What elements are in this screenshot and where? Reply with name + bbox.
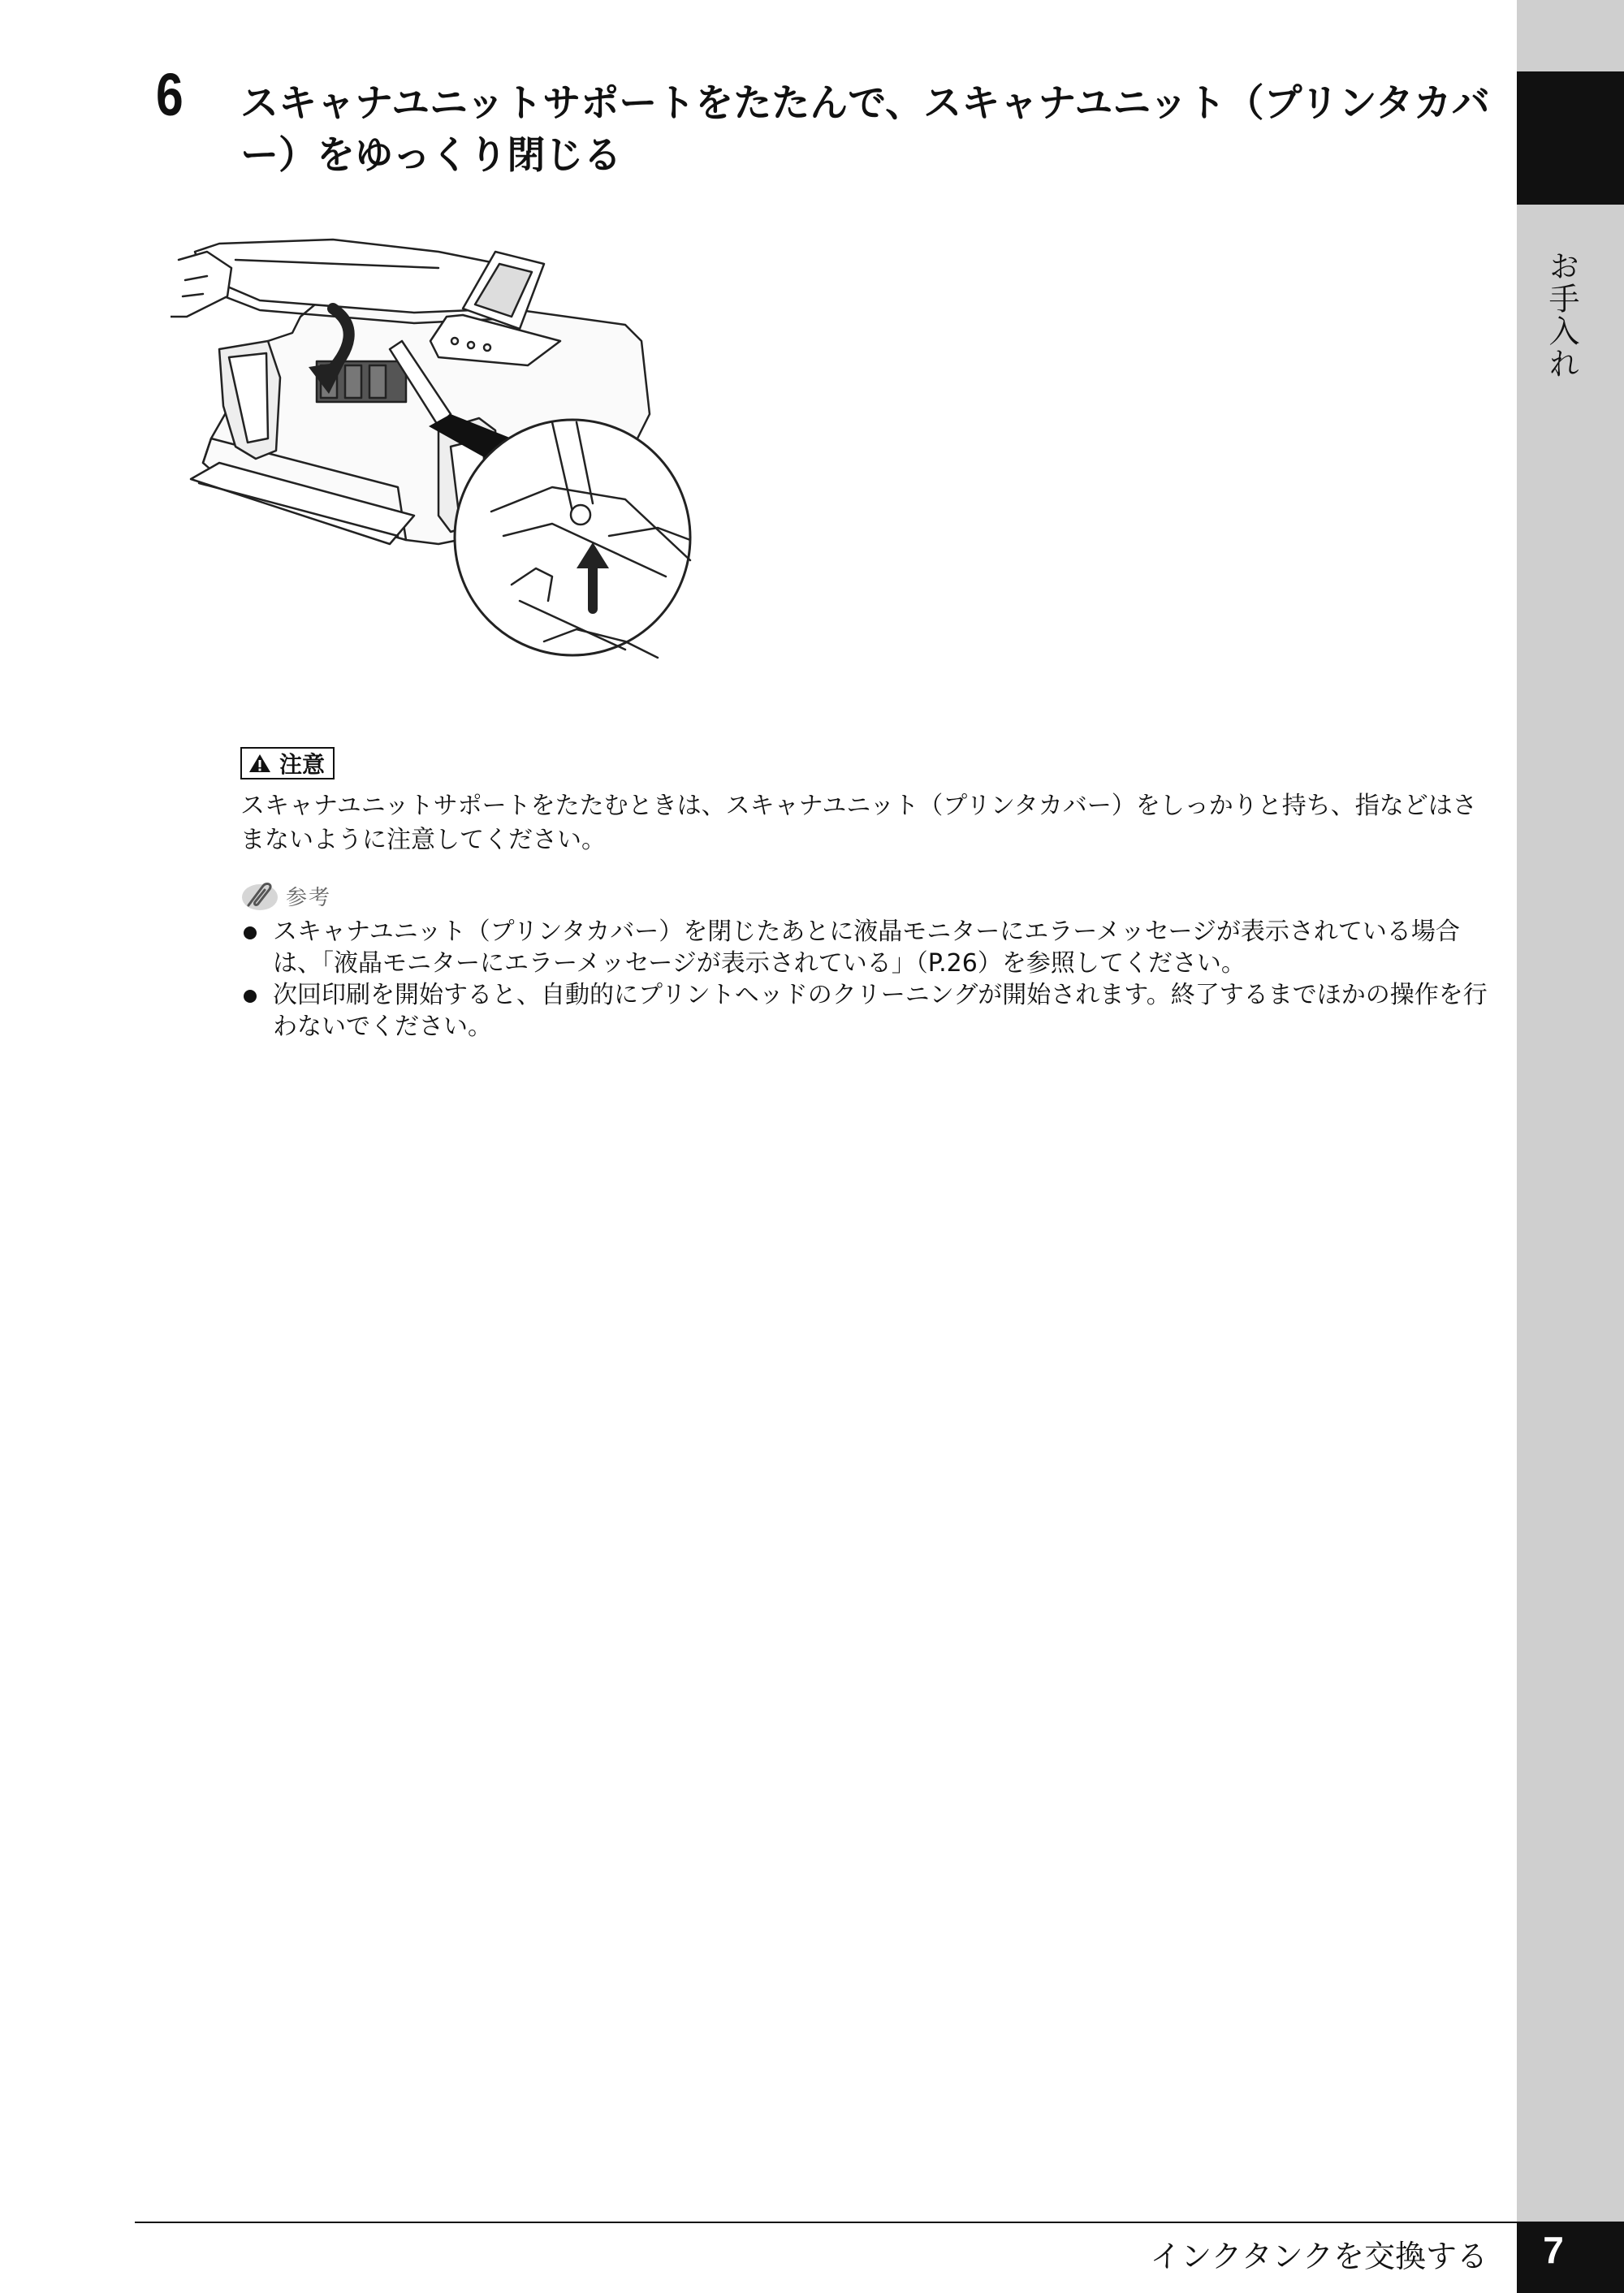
printer-illustration	[171, 219, 869, 715]
side-tab-marker	[1517, 71, 1624, 205]
note-list	[240, 916, 1491, 1043]
note-badge	[240, 877, 331, 914]
note-label: 参考	[286, 885, 332, 910]
step-title: スキャナユニットサポートをたたんで、スキャナユニット（プリンタカバー）をゆっくり閉じる	[240, 81, 1490, 178]
caution-label: 注意	[279, 751, 326, 778]
bullet-dot	[244, 926, 257, 939]
note-item	[240, 916, 1491, 979]
paperclip-icon	[240, 878, 283, 913]
caution-badge	[240, 747, 335, 779]
caution-text: スキャナユニットサポートをたたむときは、スキャナユニット（プリンタカバー）をしっかりと持ち、指などはさまないように注意してください。	[240, 792, 1477, 854]
step-number: 6	[156, 61, 184, 128]
footer-section-title: インクタンクを交換する	[1150, 2239, 1488, 2274]
note-item	[240, 979, 1491, 1043]
section-tab-label: お手入れ	[1544, 250, 1579, 380]
note-item-text: スキャナユニット（プリンタカバー）を閉じたあとに液晶モニターにエラーメッセージが表示されている場合は、「液晶モニターにエラーメッセージが表示されている」（P.26）を参照してください。	[273, 918, 1460, 978]
bullet-dot	[244, 990, 257, 1003]
page-number: 7	[1543, 2229, 1564, 2271]
warning-triangle-icon	[248, 753, 271, 774]
footer-rule	[135, 2222, 1517, 2223]
note-item-text: 次回印刷を開始すると、自動的にプリントヘッドのクリーニングが開始されます。終了するまでほかの操作を行わないでください。	[273, 981, 1488, 1041]
